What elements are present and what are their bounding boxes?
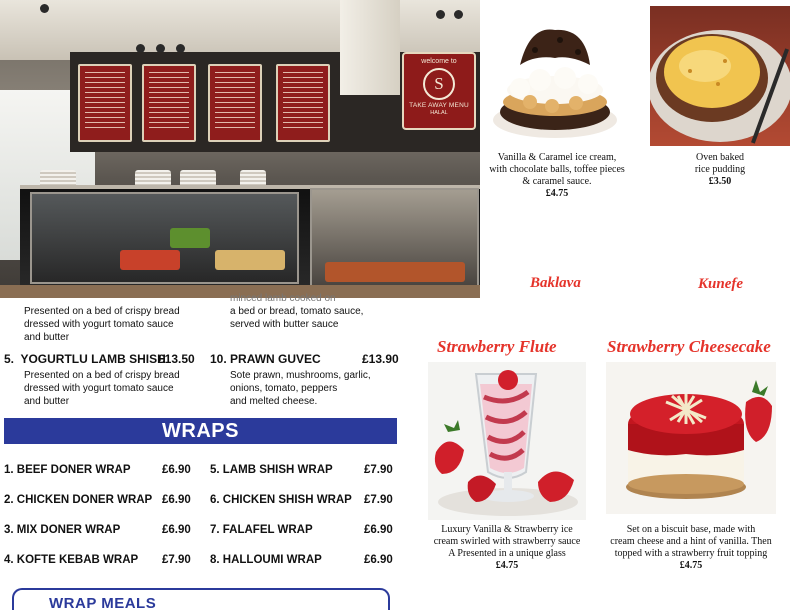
wrap-price: £7.90 (364, 464, 393, 476)
menu-item-description: Presented on a bed of crispy bread dressed with yogurt tomato sauce and butter (24, 370, 180, 407)
rice-pudding-image (650, 6, 790, 146)
wrap-item: 2. CHICKEN DONER WRAP (4, 494, 153, 506)
dessert-title-baklava: Baklava (530, 275, 581, 291)
wrap-item: 6. CHICKEN SHISH WRAP (210, 494, 352, 506)
vanilla-caramel-description: Vanilla & Caramel ice cream, with chocolate balls, toffee pieces & caramel sauce. £4.75 (482, 152, 632, 200)
menu-item-prawn-guvec: 10. PRAWN GUVEC (210, 352, 321, 366)
wrap-price: £6.90 (162, 494, 191, 506)
logo-icon: S (423, 68, 455, 100)
rice-pudding-description: Oven baked rice pudding £3.50 (665, 152, 775, 188)
chandelier-icon (40, 4, 49, 13)
wrap-item: 3. MIX DONER WRAP (4, 524, 121, 536)
wrap-price: £6.90 (364, 524, 393, 536)
menu-board (142, 64, 196, 142)
menu-board (208, 64, 262, 142)
restaurant-photo (0, 0, 480, 298)
food-tray (215, 250, 285, 270)
menu-item-description: Sote prawn, mushrooms, garlic, onions, tomato, peppers and melted cheese. (230, 370, 371, 407)
food-tray (325, 262, 465, 282)
wrap-item: 8. HALLOUMI WRAP (210, 554, 322, 566)
menu-item-price: £13.50 (158, 352, 195, 366)
spotlight-icon (436, 10, 445, 19)
vanilla-caramel-image (490, 10, 620, 145)
sign-welcome: welcome to (421, 58, 457, 65)
sign-halal: HALAL (430, 110, 448, 116)
strawberry-cheesecake-description: Set on a biscuit base, made with cream cheese and a hint of vanilla. Then topped with a strawberry fruit topping £4.75 (600, 524, 782, 572)
wrap-price: £6.90 (162, 464, 191, 476)
dessert-price: £3.50 (708, 176, 732, 187)
dessert-title-strawberry-cheesecake: Strawberry Cheesecake (607, 337, 771, 356)
spotlight-icon (454, 10, 463, 19)
wrap-item: 1. BEEF DONER WRAP (4, 464, 131, 476)
menu-item-yogurtlu-lamb-shish: 5. YOGURTLU LAMB SHISH (4, 352, 166, 366)
item-9-description: minced lamb cooked on a bed or bread, tomato sauce, served with butter sauce (230, 293, 364, 330)
dessert-price: £4.75 (495, 560, 519, 571)
restaurant-sign (402, 52, 476, 130)
section-header-wrap-meals: WRAP MEALS (12, 588, 390, 610)
ceiling (0, 0, 480, 60)
sign-subtitle: TAKE AWAY MENU (409, 102, 469, 109)
wrap-price: £7.90 (364, 494, 393, 506)
dessert-price: £4.75 (679, 560, 703, 571)
dessert-title-strawberry-flute: Strawberry Flute (437, 337, 557, 356)
wrap-price: £6.90 (364, 554, 393, 566)
dessert-title-kunefe: Kunefe (698, 276, 743, 292)
strawberry-flute-description: Luxury Vanilla & Strawberry ice cream swirled with strawberry sauce A Presented in a unique glass £4.75 (428, 524, 586, 572)
strawberry-flute-image (428, 362, 586, 520)
strawberry-cheesecake-image (606, 362, 776, 514)
ceiling-beam (340, 0, 400, 95)
wrap-item: 4. KOFTE KEBAB WRAP (4, 554, 139, 566)
display-glass (30, 192, 299, 284)
wrap-price: £7.90 (162, 554, 191, 566)
food-tray (170, 228, 210, 248)
menu-board (276, 64, 330, 142)
wrap-item: 7. FALAFEL WRAP (210, 524, 313, 536)
food-tray (120, 250, 180, 270)
wrap-item: 5. LAMB SHISH WRAP (210, 464, 333, 476)
wrap-price: £6.90 (162, 524, 191, 536)
menu-item-price: £13.90 (362, 352, 399, 366)
section-header-wraps: WRAPS (4, 418, 397, 444)
menu-board (78, 64, 132, 142)
item-4-description: Presented on a bed of crispy bread dressed with yogurt tomato sauce and butter (24, 306, 180, 343)
dessert-price: £4.75 (545, 188, 569, 199)
